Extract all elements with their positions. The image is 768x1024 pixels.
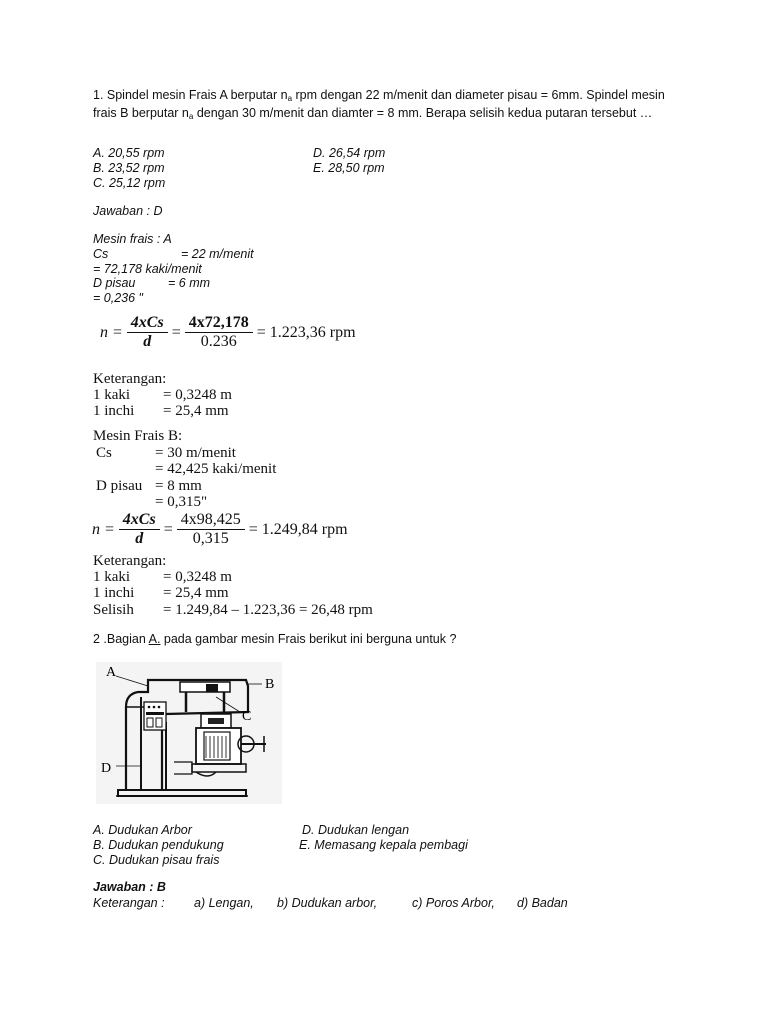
formula-b-denominator-2: 0,315 bbox=[192, 530, 229, 547]
solution-a-cs-value: = 22 m/menit bbox=[181, 247, 254, 261]
question-2-text bbox=[93, 632, 456, 647]
figure-label-c: C bbox=[242, 709, 252, 724]
milling-machine-figure bbox=[96, 662, 282, 804]
solution-b-inchi-label: 1 inchi bbox=[93, 585, 135, 601]
q2-option-d: D. Dudukan lengan bbox=[302, 823, 410, 837]
q2-option-b: B. Dudukan pendukung bbox=[93, 838, 224, 852]
q1-option-c: C. 25,12 rpm bbox=[93, 176, 166, 190]
q2-option-e: E. Memasang kepala pembagi bbox=[299, 838, 468, 852]
solution-b-keterangan-title: Keterangan: bbox=[93, 553, 167, 569]
formula-a-equals: = bbox=[171, 323, 181, 341]
figure-label-b: B bbox=[265, 677, 275, 692]
solution-b-cs-value: = 30 m/menit bbox=[155, 445, 236, 461]
solution-a-kaki-value: = 0,3248 m bbox=[163, 387, 232, 403]
milling-machine-drawing bbox=[96, 662, 282, 804]
question-1-text bbox=[93, 88, 683, 124]
q1-subscript-a: a bbox=[287, 94, 293, 103]
formula-b-result: = 1.249,84 rpm bbox=[248, 520, 348, 538]
solution-b-d-converted: = 0,315" bbox=[155, 494, 208, 510]
solution-a-keterangan-title: Keterangan: bbox=[93, 371, 167, 387]
solution-a-kaki-label: 1 kaki bbox=[93, 387, 131, 403]
q2-keterangan-b: b) Dudukan arbor, bbox=[277, 896, 378, 910]
formula-a-fraction-1 bbox=[127, 314, 168, 351]
solution-b-selisih-label: Selisih bbox=[93, 602, 134, 618]
solution-b-cs-label: Cs bbox=[96, 445, 112, 461]
solution-b-kaki-label: 1 kaki bbox=[93, 569, 131, 585]
q1-option-d: D. 26,54 rpm bbox=[313, 146, 386, 160]
q2-option-a: A. Dudukan Arbor bbox=[93, 823, 192, 837]
q1-option-b: B. 23,52 rpm bbox=[93, 161, 165, 175]
solution-b-d-value: = 8 mm bbox=[155, 478, 202, 494]
formula-a-fraction-2 bbox=[185, 314, 253, 351]
formula-b-denominator-1: d bbox=[135, 530, 144, 547]
formula-a-denominator-2: 0.236 bbox=[200, 333, 237, 350]
formula-a-lhs: n = bbox=[100, 323, 123, 341]
formula-b-lhs: n = bbox=[92, 520, 115, 538]
q1-answer: Jawaban : D bbox=[93, 204, 163, 218]
solution-a-inchi-label: 1 inchi bbox=[93, 403, 135, 419]
q1-text-part3: dengan 30 m/menit dan diamter = 8 mm. Berapa selisih kedua putaran tersebut … bbox=[193, 106, 653, 120]
q1-text-part2: rpm dengan 22 m/menit dan diameter pisau = 6mm. Spindel mesin frais B berputar n bbox=[93, 88, 665, 120]
q1-subscript-b: a bbox=[188, 112, 194, 121]
q2-text-before: 2 .Bagian bbox=[93, 632, 149, 646]
solution-a-d-value: = 6 mm bbox=[168, 276, 211, 290]
q1-option-a: A. 20,55 rpm bbox=[93, 146, 165, 160]
q1-option-e: E. 28,50 rpm bbox=[313, 161, 385, 175]
formula-b-numerator-1: 4xCs bbox=[119, 511, 160, 530]
formula-b-numerator-2: 4x98,425 bbox=[177, 511, 245, 530]
formula-a bbox=[100, 314, 356, 351]
solution-a-cs-label: Cs bbox=[93, 247, 109, 261]
solution-b-selisih-value: = 1.249,84 – 1.223,36 = 26,48 rpm bbox=[163, 602, 373, 618]
formula-a-numerator-1: 4xCs bbox=[127, 314, 168, 333]
q2-keterangan-label: Keterangan : bbox=[93, 896, 165, 910]
formula-a-result: = 1.223,36 rpm bbox=[256, 323, 356, 341]
formula-b-fraction-2 bbox=[177, 511, 245, 548]
formula-b-equals: = bbox=[163, 520, 173, 538]
solution-b-inchi-value: = 25,4 mm bbox=[163, 585, 229, 601]
q2-option-c: C. Dudukan pisau frais bbox=[93, 853, 220, 867]
solution-a-d-converted: = 0,236 " bbox=[93, 291, 143, 305]
q1-text-part1: 1. Spindel mesin Frais A berputar n bbox=[93, 88, 288, 102]
solution-b-cs-converted: = 42,425 kaki/menit bbox=[155, 461, 277, 477]
formula-a-denominator-1: d bbox=[143, 333, 152, 350]
q2-text-after: pada gambar mesin Frais berikut ini berguna untuk ? bbox=[160, 632, 457, 646]
solution-a-inchi-value: = 25,4 mm bbox=[163, 403, 229, 419]
solution-a-cs-converted: = 72,178 kaki/menit bbox=[93, 262, 202, 276]
q2-keterangan-a: a) Lengan, bbox=[194, 896, 254, 910]
solution-b-d-label: D pisau bbox=[96, 478, 143, 494]
q2-keterangan-d: d) Badan bbox=[517, 896, 568, 910]
solution-b-kaki-value: = 0,3248 m bbox=[163, 569, 232, 585]
formula-b-fraction-1 bbox=[119, 511, 160, 548]
q2-keterangan-c: c) Poros Arbor, bbox=[412, 896, 495, 910]
formula-b bbox=[92, 511, 348, 548]
figure-label-a: A bbox=[106, 665, 117, 680]
solution-a-title: Mesin frais : A bbox=[93, 232, 172, 246]
formula-a-numerator-2: 4x72,178 bbox=[185, 314, 253, 333]
figure-label-d: D bbox=[101, 761, 112, 776]
solution-b-title: Mesin Frais B: bbox=[93, 428, 183, 444]
q2-answer: Jawaban : B bbox=[93, 880, 166, 894]
q2-text-underlined: A. bbox=[148, 632, 161, 646]
solution-a-d-label: D pisau bbox=[93, 276, 136, 290]
